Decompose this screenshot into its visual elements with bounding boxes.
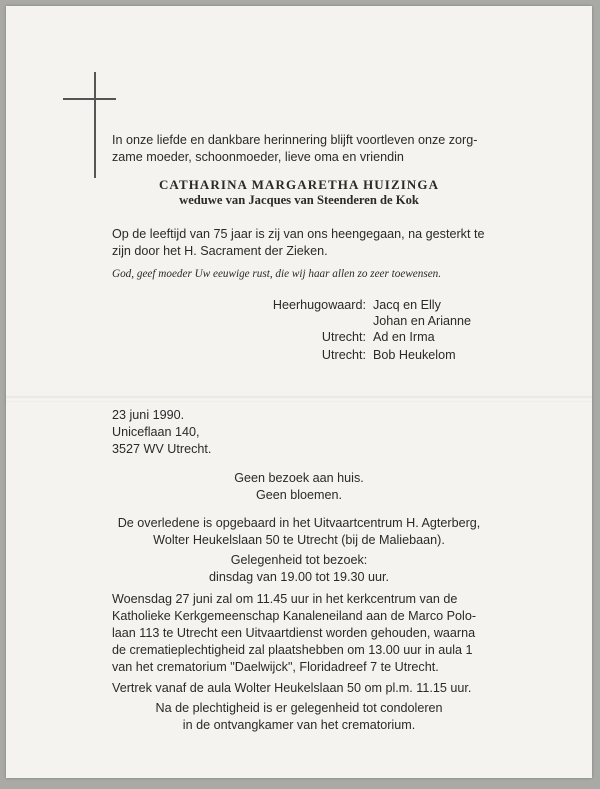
family-names-1a: Jacq en Elly bbox=[373, 298, 441, 312]
cross-icon-bar bbox=[63, 98, 116, 100]
family-names-1b: Johan en Arianne bbox=[373, 314, 472, 328]
service-line-2: Katholieke Kerkgemeenschap Kanaleneiland aan de Marco Polo- bbox=[112, 609, 477, 623]
passing-line-2: zijn door het H. Sacrament der Zieken. bbox=[112, 244, 328, 258]
service-line-3: laan 113 te Utrecht een Uitvaartdienst worden gehouden, waarna bbox=[112, 626, 476, 640]
family-place-1: Heerhugowaard: bbox=[272, 298, 366, 312]
intro-line-2: zame moeder, schoonmoeder, lieve oma en vriendin bbox=[112, 150, 404, 164]
laid-out-line-2: Wolter Heukelslaan 50 te Utrecht (bij de Maliebaan). bbox=[153, 533, 445, 547]
address-street: Uniceflaan 140, bbox=[112, 425, 200, 439]
card-fold bbox=[6, 396, 592, 402]
mourning-card bbox=[6, 6, 592, 778]
widow-of-line bbox=[6, 193, 592, 208]
cross-icon bbox=[94, 72, 96, 178]
departure-line: Vertrek vanaf de aula Wolter Heukelslaan 50 om pl.m. 11.15 uur. bbox=[112, 681, 472, 695]
laid-out-line-1: De overledene is opgebaard in het Uitvaartcentrum H. Agterberg, bbox=[117, 516, 481, 530]
condolence-line-1: Na de plechtigheid is er gelegenheid tot condoleren bbox=[155, 701, 443, 715]
family-place-3: Utrecht: bbox=[321, 348, 366, 362]
widow-of-text: weduwe van Jacques van Steenderen de Kok bbox=[179, 193, 419, 207]
family-place-2: Utrecht: bbox=[321, 330, 366, 344]
address-city: 3527 WV Utrecht. bbox=[112, 442, 212, 456]
visiting-line-1: Gelegenheid tot bezoek: bbox=[230, 553, 368, 567]
passing-line-1: Op de leeftijd van 75 jaar is zij van ons heengegaan, na gesterkt te bbox=[112, 227, 485, 241]
deceased-name-text: CATHARINA MARGARETHA HUIZINGA bbox=[158, 177, 440, 192]
condolence-line-2: in de ontvangkamer van het crematorium. bbox=[182, 718, 416, 732]
service-line-1: Woensdag 27 juni zal om 11.45 uur in het kerkcentrum van de bbox=[112, 592, 458, 606]
service-line-5: van het crematorium "Daelwijck", Floridadreef 7 te Utrecht. bbox=[112, 660, 439, 674]
no-visit-notice: Geen bezoek aan huis. bbox=[234, 471, 364, 485]
deceased-name bbox=[6, 177, 592, 193]
intro-line-1: In onze liefde en dankbare herinnering blijft voortleven onze zorg- bbox=[112, 133, 478, 147]
family-names-2: Ad en Irma bbox=[373, 330, 435, 344]
address-date: 23 juni 1990. bbox=[112, 408, 185, 422]
visiting-line-2: dinsdag van 19.00 tot 19.30 uur. bbox=[209, 570, 389, 584]
service-line-4: de crematieplechtigheid zal plaatshebben om 13.00 uur in aula 1 bbox=[112, 643, 473, 657]
no-flowers-notice: Geen bloemen. bbox=[255, 488, 343, 502]
motto: God, geef moeder Uw eeuwige rust, die wij haar allen zo zeer toewensen. bbox=[112, 268, 442, 280]
family-names-3: Bob Heukelom bbox=[373, 348, 456, 362]
